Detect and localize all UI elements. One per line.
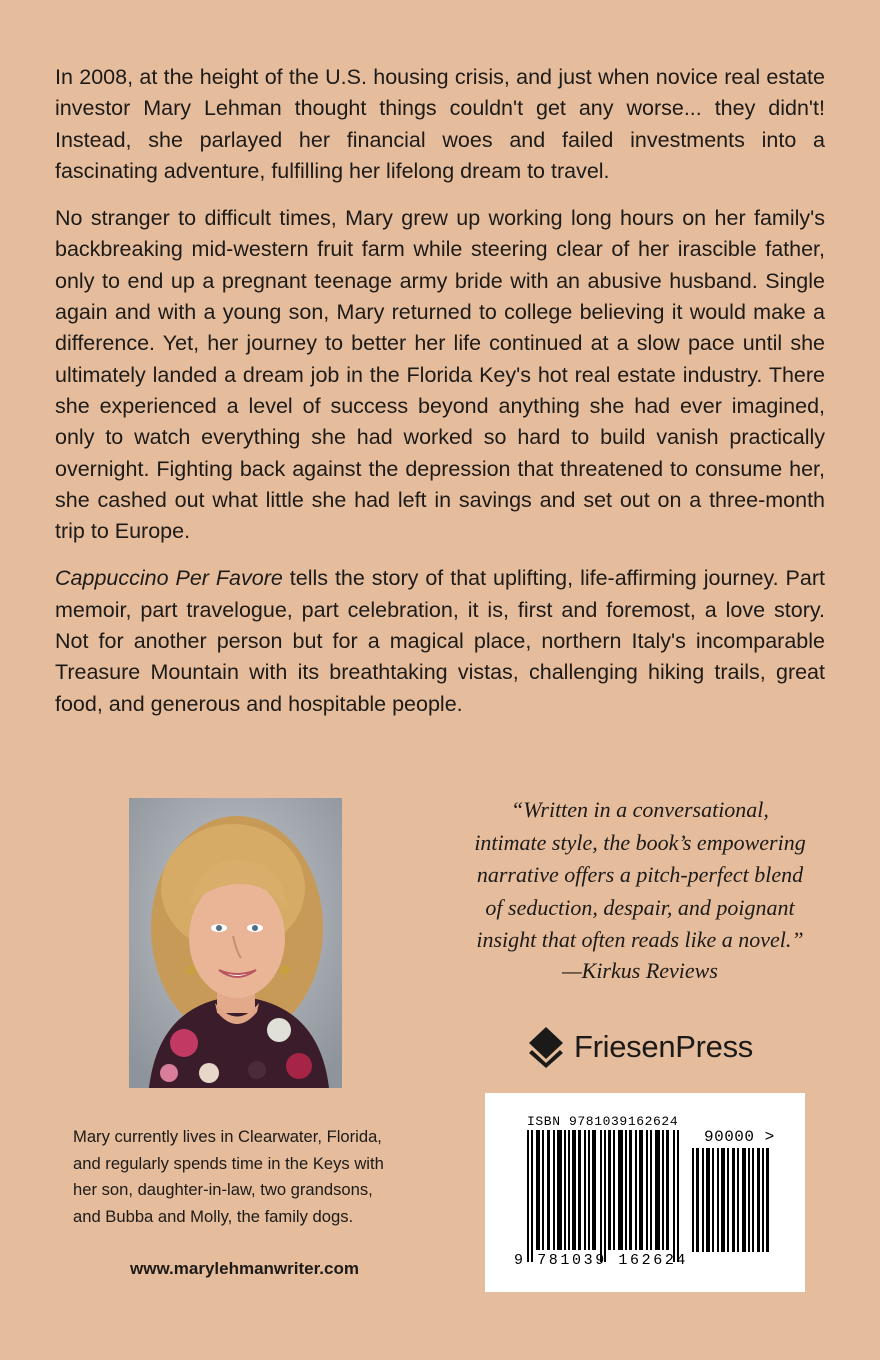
blurb-paragraph-2: No stranger to difficult times, Mary grew up working long hours on her family's backbreaking mid-western fruit farm while steering clear of her irascible father, only to end up a pregnant teenage army bride with an abusive husband. Single again and with a young son, Mary returned to college believing it would make a difference. Yet, her journey to better her life continued at a slow pace until she ultimately landed a dream job in the Florida Key's hot real estate industry. There she experienced a level of success beyond anything she had ever imagined, only to watch everything she had worked so hard to build vanish practically overnight. Fighting back against the depression that threatened to consume her, she cashed out what little she had left in savings and set out on a three-month trip to Europe. [55, 206, 825, 544]
publisher-name: FriesenPress [574, 1029, 754, 1064]
isbn-barcode [527, 1130, 679, 1262]
bio-line-1: Mary currently lives in Clearwater, Florida, [73, 1127, 382, 1146]
quote-line-3: narrative offers a pitch-perfect blend [476, 862, 804, 887]
quote-line-1: “Written in a conversational, [511, 797, 769, 822]
quote-line-5: insight that often reads like a novel.” [476, 927, 804, 952]
author-bio [73, 1124, 416, 1230]
publisher-logo [528, 1025, 753, 1069]
author-website: www.marylehmanwriter.com [130, 1259, 359, 1278]
price-addon-barcode [692, 1148, 770, 1252]
author-photo [129, 798, 342, 1088]
blurb-paragraph-3 [55, 563, 825, 719]
blurb-paragraph-3-text: tells the story of that uplifting, life-affirming journey. Part memoir, part travelogue, part celebration, it is, first and foremost, a love story. Not for another person but for a magical place, northern Italy's incomparable Treasure Mountain with its breathtaking vistas, challenging hiking trails, great food, and generous and hospitable people. [55, 566, 825, 716]
review-quote [455, 794, 825, 957]
back-cover-blurb [55, 62, 825, 720]
author-portrait-image [129, 798, 342, 1088]
bio-line-3: her son, daughter-in-law, two grandsons, [73, 1180, 373, 1199]
book-title: Cappuccino Per Favore [55, 566, 283, 591]
diamond-logo-icon [528, 1026, 564, 1068]
blurb-paragraph-1: In 2008, at the height of the U.S. housing crisis, and just when novice real estate investor Mary Lehman thought things couldn't get any worse... they didn't! Instead, she parlayed her financial woes and failed investments into a fascinating adventure, fulfilling her lifelong dream to travel. [55, 65, 825, 183]
quote-line-2: intimate style, the book’s empowering [474, 829, 806, 855]
quote-line-4: of seduction, despair, and poignant [485, 894, 795, 920]
quote-source: —Kirkus Reviews [562, 958, 718, 983]
price-code: 90000 > [704, 1128, 775, 1146]
isbn-digits: 9 781039 162624 [514, 1252, 689, 1269]
bio-line-4: and Bubba and Molly, the family dogs. [73, 1206, 354, 1226]
bio-line-2: and regularly spends time in the Keys with [73, 1153, 384, 1173]
isbn-label: ISBN 9781039162624 [527, 1114, 679, 1129]
